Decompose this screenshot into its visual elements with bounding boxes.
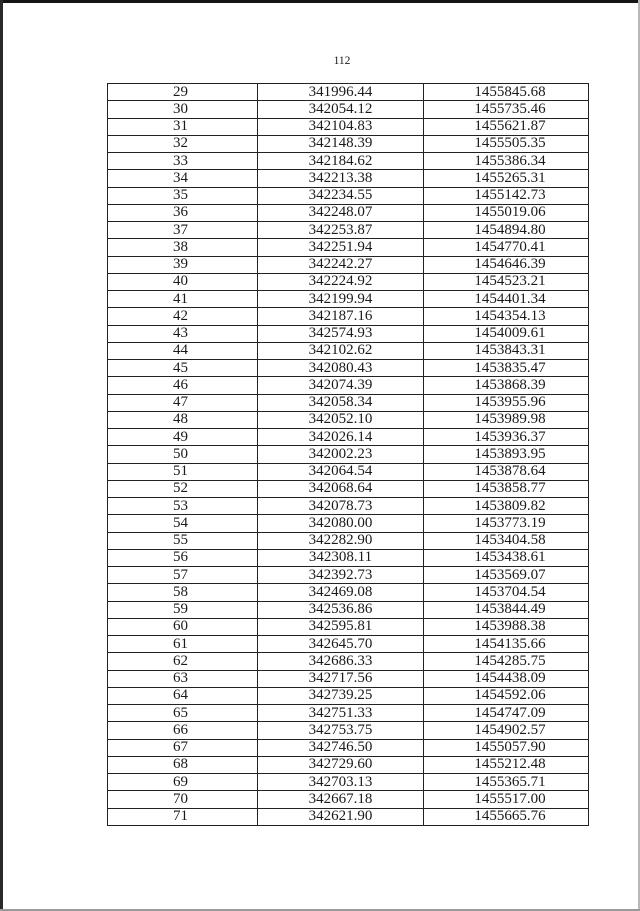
point-index-cell: 59 xyxy=(108,601,258,618)
y-coordinate-cell: 1454401.34 xyxy=(424,291,589,308)
x-coordinate-cell: 342068.64 xyxy=(258,480,424,497)
x-coordinate-cell: 342746.50 xyxy=(258,739,424,756)
table-row xyxy=(108,170,589,187)
y-coordinate-cell: 1454438.09 xyxy=(424,670,589,687)
point-index-cell: 38 xyxy=(108,239,258,256)
table-row xyxy=(108,325,589,342)
y-coordinate-cell: 1453773.19 xyxy=(424,515,589,532)
table-row xyxy=(108,756,589,773)
table-row xyxy=(108,377,589,394)
y-coordinate-cell: 1453809.82 xyxy=(424,498,589,515)
y-coordinate-cell: 1453878.64 xyxy=(424,463,589,480)
table-row xyxy=(108,636,589,653)
table-row xyxy=(108,601,589,618)
x-coordinate-cell: 342686.33 xyxy=(258,653,424,670)
y-coordinate-cell: 1454285.75 xyxy=(424,653,589,670)
y-coordinate-cell: 1454902.57 xyxy=(424,722,589,739)
x-coordinate-cell: 342026.14 xyxy=(258,429,424,446)
point-index-cell: 69 xyxy=(108,774,258,791)
y-coordinate-cell: 1454747.09 xyxy=(424,705,589,722)
y-coordinate-cell: 1455142.73 xyxy=(424,187,589,204)
point-index-cell: 66 xyxy=(108,722,258,739)
y-coordinate-cell: 1454646.39 xyxy=(424,256,589,273)
table-row xyxy=(108,653,589,670)
y-coordinate-cell: 1453438.61 xyxy=(424,549,589,566)
y-coordinate-cell: 1454770.41 xyxy=(424,239,589,256)
x-coordinate-cell: 342224.92 xyxy=(258,273,424,290)
point-index-cell: 65 xyxy=(108,705,258,722)
x-coordinate-cell: 342184.62 xyxy=(258,153,424,170)
point-index-cell: 46 xyxy=(108,377,258,394)
y-coordinate-cell: 1454523.21 xyxy=(424,273,589,290)
y-coordinate-cell: 1453988.38 xyxy=(424,618,589,635)
scan-edge-top xyxy=(0,0,640,3)
y-coordinate-cell: 1453868.39 xyxy=(424,377,589,394)
y-coordinate-cell: 1453955.96 xyxy=(424,394,589,411)
y-coordinate-cell: 1454354.13 xyxy=(424,308,589,325)
point-index-cell: 49 xyxy=(108,429,258,446)
point-index-cell: 34 xyxy=(108,170,258,187)
table-row xyxy=(108,618,589,635)
coordinate-table-body xyxy=(108,84,589,826)
table-row xyxy=(108,153,589,170)
y-coordinate-cell: 1453989.98 xyxy=(424,411,589,428)
point-index-cell: 57 xyxy=(108,567,258,584)
point-index-cell: 63 xyxy=(108,670,258,687)
table-row xyxy=(108,308,589,325)
table-row xyxy=(108,118,589,135)
x-coordinate-cell: 342645.70 xyxy=(258,636,424,653)
table-row xyxy=(108,273,589,290)
point-index-cell: 31 xyxy=(108,118,258,135)
table-row xyxy=(108,256,589,273)
point-index-cell: 61 xyxy=(108,636,258,653)
x-coordinate-cell: 342074.39 xyxy=(258,377,424,394)
y-coordinate-cell: 1455665.76 xyxy=(424,808,589,825)
x-coordinate-cell: 342080.00 xyxy=(258,515,424,532)
table-row xyxy=(108,687,589,704)
x-coordinate-cell: 342667.18 xyxy=(258,791,424,808)
x-coordinate-cell: 342080.43 xyxy=(258,360,424,377)
x-coordinate-cell: 342595.81 xyxy=(258,618,424,635)
y-coordinate-cell: 1453569.07 xyxy=(424,567,589,584)
y-coordinate-cell: 1453858.77 xyxy=(424,480,589,497)
table-row xyxy=(108,394,589,411)
table-row xyxy=(108,239,589,256)
x-coordinate-cell: 341996.44 xyxy=(258,84,424,101)
point-index-cell: 53 xyxy=(108,498,258,515)
table-row xyxy=(108,342,589,359)
x-coordinate-cell: 342148.39 xyxy=(258,135,424,152)
scan-edge-left xyxy=(0,0,3,911)
table-row xyxy=(108,791,589,808)
point-index-cell: 71 xyxy=(108,808,258,825)
y-coordinate-cell: 1455365.71 xyxy=(424,774,589,791)
y-coordinate-cell: 1455845.68 xyxy=(424,84,589,101)
table-row xyxy=(108,463,589,480)
y-coordinate-cell: 1453404.58 xyxy=(424,532,589,549)
page-number: 112 xyxy=(333,55,351,67)
point-index-cell: 52 xyxy=(108,480,258,497)
table-row xyxy=(108,360,589,377)
point-index-cell: 48 xyxy=(108,411,258,428)
table-row xyxy=(108,808,589,825)
coordinate-table xyxy=(107,83,589,826)
y-coordinate-cell: 1455057.90 xyxy=(424,739,589,756)
x-coordinate-cell: 342739.25 xyxy=(258,687,424,704)
point-index-cell: 47 xyxy=(108,394,258,411)
x-coordinate-cell: 342703.13 xyxy=(258,774,424,791)
table-row xyxy=(108,567,589,584)
x-coordinate-cell: 342308.11 xyxy=(258,549,424,566)
x-coordinate-cell: 342536.86 xyxy=(258,601,424,618)
point-index-cell: 51 xyxy=(108,463,258,480)
y-coordinate-cell: 1455621.87 xyxy=(424,118,589,135)
table-row xyxy=(108,774,589,791)
y-coordinate-cell: 1455505.35 xyxy=(424,135,589,152)
x-coordinate-cell: 342002.23 xyxy=(258,446,424,463)
point-index-cell: 41 xyxy=(108,291,258,308)
table-row xyxy=(108,101,589,118)
table-row xyxy=(108,739,589,756)
y-coordinate-cell: 1454009.61 xyxy=(424,325,589,342)
y-coordinate-cell: 1453844.49 xyxy=(424,601,589,618)
point-index-cell: 56 xyxy=(108,549,258,566)
x-coordinate-cell: 342469.08 xyxy=(258,584,424,601)
y-coordinate-cell: 1453704.54 xyxy=(424,584,589,601)
point-index-cell: 40 xyxy=(108,273,258,290)
point-index-cell: 70 xyxy=(108,791,258,808)
table-row xyxy=(108,291,589,308)
x-coordinate-cell: 342717.56 xyxy=(258,670,424,687)
table-row xyxy=(108,722,589,739)
point-index-cell: 35 xyxy=(108,187,258,204)
point-index-cell: 42 xyxy=(108,308,258,325)
x-coordinate-cell: 342187.16 xyxy=(258,308,424,325)
x-coordinate-cell: 342729.60 xyxy=(258,756,424,773)
point-index-cell: 39 xyxy=(108,256,258,273)
x-coordinate-cell: 342574.93 xyxy=(258,325,424,342)
x-coordinate-cell: 342213.38 xyxy=(258,170,424,187)
x-coordinate-cell: 342242.27 xyxy=(258,256,424,273)
point-index-cell: 43 xyxy=(108,325,258,342)
table-row xyxy=(108,480,589,497)
table-row xyxy=(108,515,589,532)
point-index-cell: 30 xyxy=(108,101,258,118)
x-coordinate-cell: 342251.94 xyxy=(258,239,424,256)
point-index-cell: 37 xyxy=(108,222,258,239)
y-coordinate-cell: 1454592.06 xyxy=(424,687,589,704)
x-coordinate-cell: 342392.73 xyxy=(258,567,424,584)
point-index-cell: 44 xyxy=(108,342,258,359)
x-coordinate-cell: 342253.87 xyxy=(258,222,424,239)
x-coordinate-cell: 342054.12 xyxy=(258,101,424,118)
y-coordinate-cell: 1453843.31 xyxy=(424,342,589,359)
point-index-cell: 64 xyxy=(108,687,258,704)
table-row xyxy=(108,135,589,152)
table-row xyxy=(108,187,589,204)
point-index-cell: 29 xyxy=(108,84,258,101)
point-index-cell: 68 xyxy=(108,756,258,773)
table-row xyxy=(108,705,589,722)
y-coordinate-cell: 1453936.37 xyxy=(424,429,589,446)
x-coordinate-cell: 342199.94 xyxy=(258,291,424,308)
y-coordinate-cell: 1453893.95 xyxy=(424,446,589,463)
table-row xyxy=(108,584,589,601)
point-index-cell: 45 xyxy=(108,360,258,377)
x-coordinate-cell: 342282.90 xyxy=(258,532,424,549)
table-row xyxy=(108,532,589,549)
y-coordinate-cell: 1455019.06 xyxy=(424,204,589,221)
y-coordinate-cell: 1455517.00 xyxy=(424,791,589,808)
point-index-cell: 67 xyxy=(108,739,258,756)
y-coordinate-cell: 1453835.47 xyxy=(424,360,589,377)
point-index-cell: 55 xyxy=(108,532,258,549)
table-row xyxy=(108,222,589,239)
table-row xyxy=(108,411,589,428)
y-coordinate-cell: 1455212.48 xyxy=(424,756,589,773)
y-coordinate-cell: 1454135.66 xyxy=(424,636,589,653)
x-coordinate-cell: 342753.75 xyxy=(258,722,424,739)
point-index-cell: 36 xyxy=(108,204,258,221)
point-index-cell: 33 xyxy=(108,153,258,170)
y-coordinate-cell: 1455386.34 xyxy=(424,153,589,170)
x-coordinate-cell: 342104.83 xyxy=(258,118,424,135)
y-coordinate-cell: 1455735.46 xyxy=(424,101,589,118)
x-coordinate-cell: 342064.54 xyxy=(258,463,424,480)
table-row xyxy=(108,429,589,446)
x-coordinate-cell: 342052.10 xyxy=(258,411,424,428)
table-row xyxy=(108,670,589,687)
x-coordinate-cell: 342058.34 xyxy=(258,394,424,411)
point-index-cell: 32 xyxy=(108,135,258,152)
x-coordinate-cell: 342248.07 xyxy=(258,204,424,221)
point-index-cell: 62 xyxy=(108,653,258,670)
y-coordinate-cell: 1454894.80 xyxy=(424,222,589,239)
point-index-cell: 50 xyxy=(108,446,258,463)
x-coordinate-cell: 342751.33 xyxy=(258,705,424,722)
point-index-cell: 60 xyxy=(108,618,258,635)
table-row xyxy=(108,204,589,221)
point-index-cell: 54 xyxy=(108,515,258,532)
table-row xyxy=(108,549,589,566)
table-row xyxy=(108,446,589,463)
y-coordinate-cell: 1455265.31 xyxy=(424,170,589,187)
x-coordinate-cell: 342621.90 xyxy=(258,808,424,825)
x-coordinate-cell: 342102.62 xyxy=(258,342,424,359)
table-row xyxy=(108,498,589,515)
x-coordinate-cell: 342234.55 xyxy=(258,187,424,204)
x-coordinate-cell: 342078.73 xyxy=(258,498,424,515)
table-row xyxy=(108,84,589,101)
point-index-cell: 58 xyxy=(108,584,258,601)
